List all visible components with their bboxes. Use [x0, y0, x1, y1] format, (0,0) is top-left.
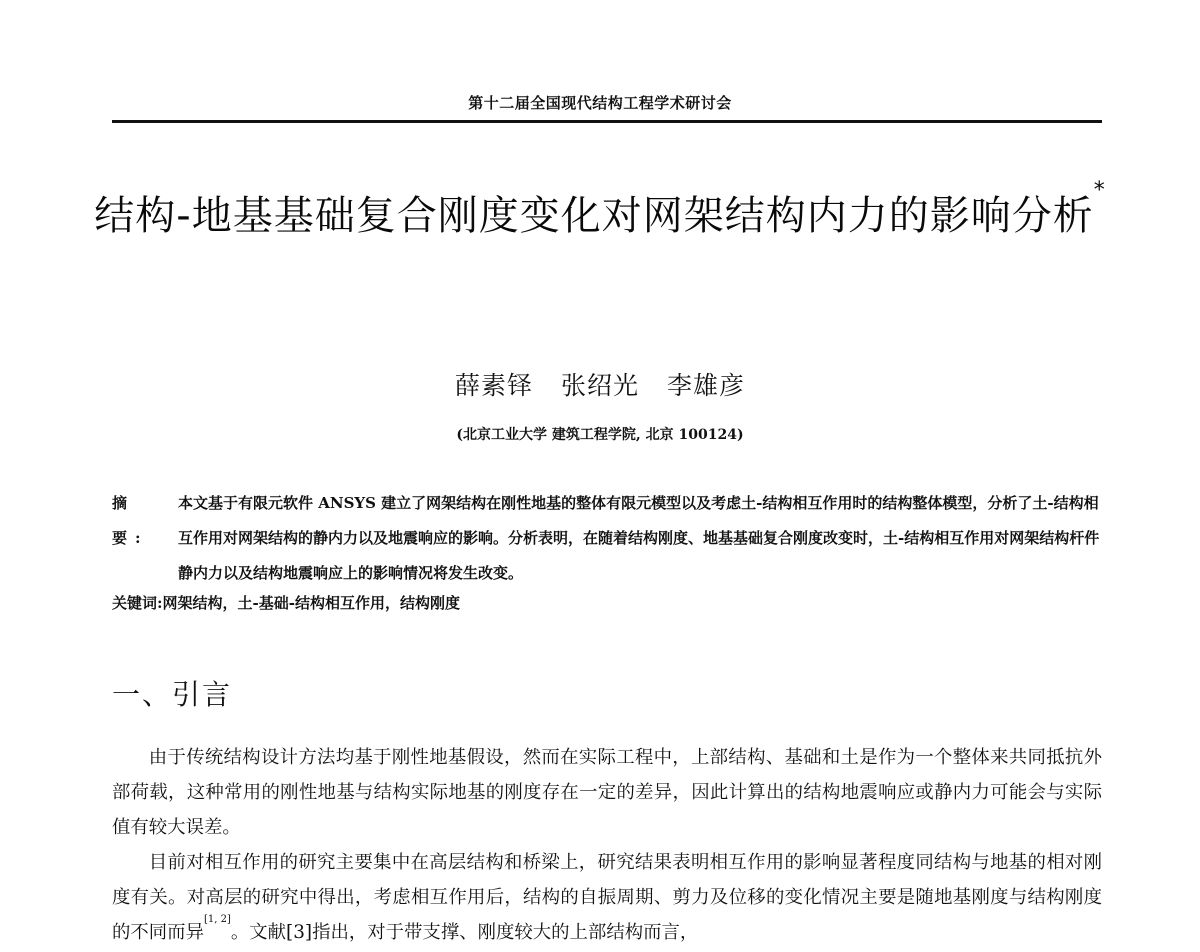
author-name: 薛素铎 — [454, 371, 533, 400]
affiliation: (北京工业大学 建筑工程学院, 北京 100124) — [456, 427, 744, 443]
paragraph-text: 。文献[3]指出，对于带支撑、刚度较大的上部结构而言， — [230, 922, 699, 943]
abstract-text: 本文基于有限元软件 ANSYS 建立了网架结构在刚性地基的整体有限元模型以及考虑土-结构相互作用时的结构整体模型，分析了土-结构相互作用对网架结构的静内力以及地震响应的影响。分析表明，在随着结构刚度、地基基础复合刚度改变时，土-结构相互作用对网架结构杆件静内力以及结构地震响应上的影响情况将发生改变。 — [178, 494, 1100, 582]
section-heading: 一、引言 — [112, 678, 233, 711]
citation-mark: [1, 2] — [203, 914, 231, 925]
abstract-label: 摘 要: — [112, 494, 149, 547]
author-name: 张绍光 — [560, 371, 639, 400]
author-list — [0, 366, 1200, 402]
paper-title-text: 结构-地基基础复合刚度变化对网架结构内力的影响分析 — [94, 193, 1094, 239]
author-name: 李雄彦 — [667, 371, 746, 400]
header-rule — [112, 120, 1102, 123]
body-paragraph: 由于传统结构设计方法均基于刚性地基假设，然而在实际工程中，上部结构、基础和土是作为一个整体来共同抵抗外部荷载，这种常用的刚性地基与结构实际地基的刚度存在一定的差异，因此计算出的结构地震响应或静内力可能会与实际值有较大误差。 — [112, 747, 1102, 838]
keywords — [112, 592, 1102, 613]
paper-title — [80, 180, 1120, 252]
title-footnote-mark: * — [1093, 178, 1106, 203]
keywords-text: 网架结构，土-基础-结构相互作用，结构刚度 — [162, 594, 461, 612]
running-header: 第十二届全国现代结构工程学术研讨会 — [468, 94, 732, 112]
body-paragraph — [112, 845, 1102, 950]
paragraph-text: 目前对相互作用的研究主要集中在高层结构和桥梁上，研究结果表明相互作用的影响显著程度同结构与地基的相对刚度有关。对高层的研究中得出，考虑相互作用后，结构的自振周期、剪力及位移的变化情况主要是随地基刚度与结构刚度的不同而异 — [112, 852, 1102, 943]
keywords-label: 关键词: — [112, 594, 163, 612]
abstract — [112, 486, 1102, 591]
